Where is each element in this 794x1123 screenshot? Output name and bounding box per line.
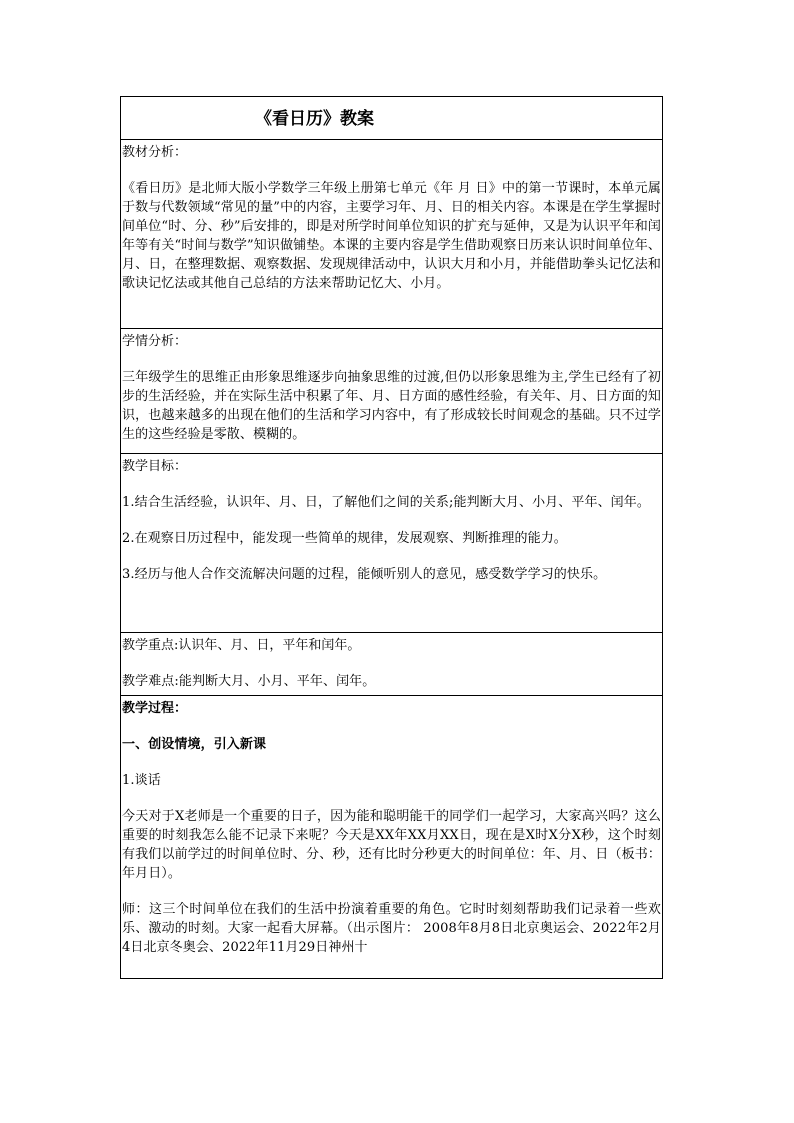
focus-cell — [121, 633, 663, 696]
goal-item-2: 2.在观察日历过程中，能发现一些简单的规律，发展观察、判断推理的能力。 — [122, 531, 567, 546]
document-title: 《看日历》教案 — [255, 109, 374, 129]
goal-item-3: 3.经历与他人合作交流解决问题的过程，能倾听别人的意见，感受数学学习的快乐。 — [122, 567, 607, 582]
process-label: 教学过程： — [122, 701, 188, 716]
title-cell — [121, 97, 663, 140]
title-row — [121, 97, 663, 140]
focus-row — [121, 633, 663, 696]
students-cell — [121, 329, 663, 454]
process-sub-title: 1.谈话 — [122, 773, 161, 788]
analysis-cell — [121, 140, 663, 329]
goals-cell — [121, 454, 663, 633]
students-label: 学情分析： — [122, 334, 188, 349]
goals-label: 教学目标： — [122, 459, 188, 474]
process-paragraph-2: 师：这三个时间单位在我们的生活中扮演着重要的角色。它时时刻刻帮助我们记录着一些欢乐、激动的时刻。大家一起看大屏幕。（出示图片： 2008年8月8日北京奥运会、2022年2月4日北京冬奥会、2022年11月29日神州十 — [122, 902, 661, 955]
lesson-plan-page — [120, 96, 663, 979]
students-text: 三年级学生的思维正由形象思维逐步向抽象思维的过渡,但仍以形象思维为主,学生已经有了初步的生活经验，并在实际生活中积累了年、月、日方面的感性经验，有关年、月、日方面的知识，也越来越多的出现在他们的生活和学习内容中，有了形成较长时间观念的基础。只不过学生的这些经验是零散、模糊的。 — [122, 370, 661, 442]
process-content — [122, 696, 661, 978]
lesson-plan-table — [120, 96, 663, 979]
process-row — [121, 696, 663, 979]
process-cell — [121, 696, 663, 979]
focus-key-point: 教学重点:认识年、月、日，平年和闰年。 — [122, 638, 361, 653]
students-row — [121, 329, 663, 454]
analysis-label: 教材分析： — [122, 145, 188, 160]
analysis-text: 《看日历》是北师大版小学数学三年级上册第七单元《年 月 日》中的第一节课时，本单元属于数与代数领域“常见的量”中的内容，主要学习年、月、日的相关内容。本课是在学生掌握时间单位“时、分、秒”后安排的，即是对所学时间单位知识的扩充与延伸，又是为认识平年和闰年等有关“时间与数学”知识做铺垫。本课的主要内容是学生借助观察日历来认识时间单位年、月、日，在整理数据、观察数据、发现规律活动中，认识大月和小月，并能借助拳头记忆法和歌诀记忆法或其他自己总结的方法来帮助记忆大、小月。 — [122, 181, 661, 291]
process-paragraph-1: 今天对于X老师是一个重要的日子，因为能和聪明能干的同学们一起学习，大家高兴吗？这么重要的时刻我怎么能不记录下来呢？今天是XX年XX月XX日，现在是X时X分X秒，这个时刻有我们以前学过的时间单位时、分、秒，还有比时分秒更大的时间单位：年、月、日（板书：年月日）。 — [122, 809, 661, 881]
focus-difficulty: 教学难点:能判断大月、小月、平年、闰年。 — [122, 674, 376, 689]
goals-row — [121, 454, 663, 633]
analysis-row — [121, 140, 663, 329]
process-step-title: 一、创设情境，引入新课 — [122, 737, 267, 752]
goal-item-1: 1.结合生活经验，认识年、月、日，了解他们之间的关系;能判断大月、小月、平年、闰年。 — [122, 495, 650, 510]
